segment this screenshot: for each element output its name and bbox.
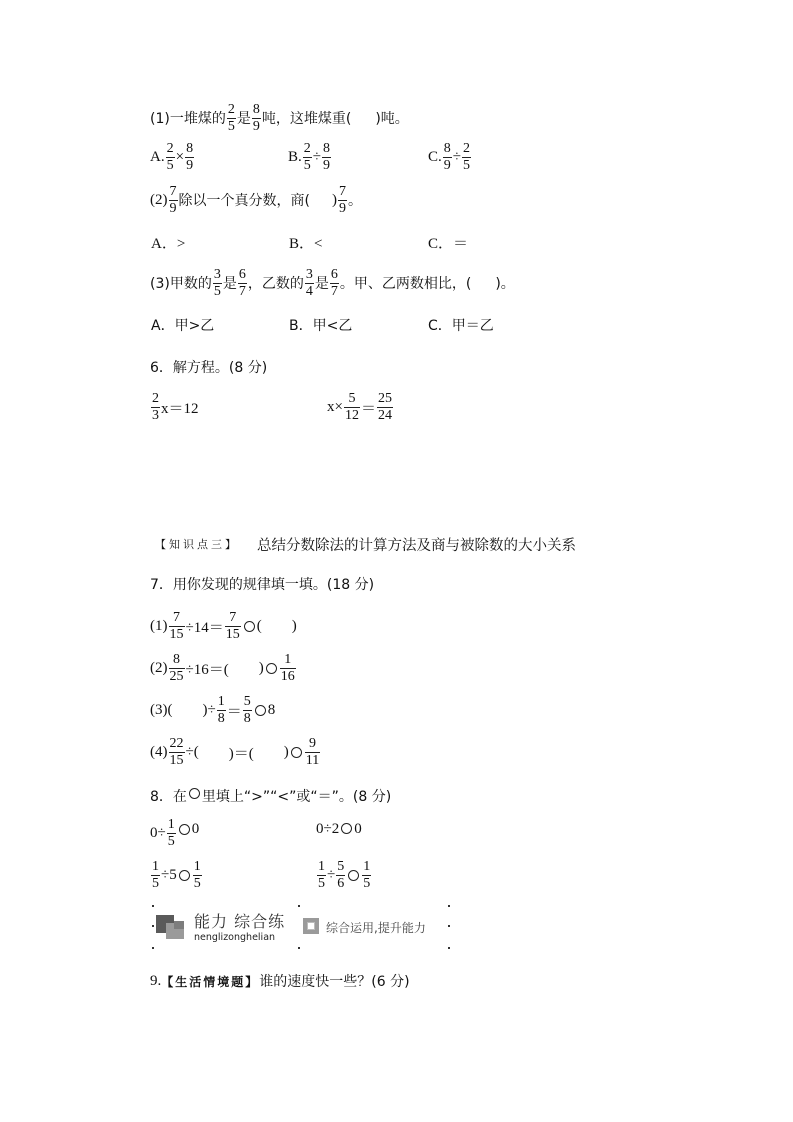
numerator: 8 (173, 651, 180, 667)
fraction (305, 737, 320, 768)
question-title: 7．用你发现的规律填一填。(18 分) (150, 577, 375, 593)
question-tag: 【生活情境题】 (161, 974, 260, 989)
numerator: 8 (186, 140, 194, 156)
q5-part3-option-b[interactable] (289, 310, 352, 340)
denominator: 16 (280, 668, 295, 684)
stem-text: )。 (495, 276, 515, 292)
answer-circle[interactable] (341, 823, 352, 834)
expression-text: 8 (267, 701, 276, 718)
stem-text: 。甲、乙两数相比，( (339, 276, 472, 292)
numerator: 3 (305, 266, 313, 282)
numerator: 8 (252, 101, 260, 117)
denominator: 4 (305, 283, 313, 299)
fraction (303, 142, 312, 173)
expression-text: ÷ (327, 866, 336, 883)
numerator: 2 (303, 140, 311, 156)
knowledge-point-tag: 【知识点三】 (155, 538, 239, 551)
q5-part1-option-a[interactable] (150, 142, 195, 172)
fraction (227, 103, 236, 134)
answer-circle[interactable] (179, 824, 190, 835)
fraction (344, 392, 360, 423)
expression-text: ÷( (185, 743, 199, 760)
answer-circle[interactable] (291, 747, 302, 758)
q8-item-2 (316, 818, 362, 848)
denominator: 9 (186, 157, 194, 173)
denominator: 7 (330, 283, 338, 299)
option-label: C. (428, 148, 442, 165)
denominator: 9 (169, 200, 177, 216)
denominator: 5 (227, 118, 235, 134)
stem-text: 。 (347, 193, 362, 209)
numerator: 7 (173, 609, 180, 625)
option-label: B．甲<乙 (289, 318, 353, 334)
denominator: 3 (152, 407, 159, 423)
option-label: C．＝ (428, 235, 469, 252)
fraction (193, 860, 202, 891)
fraction (377, 392, 393, 423)
q7-item-1 (150, 611, 297, 641)
denominator: 5 (363, 875, 371, 891)
denominator: 9 (443, 157, 451, 173)
numerator: 5 (348, 390, 356, 406)
denominator: 5 (213, 283, 221, 299)
fraction (338, 185, 347, 216)
stem-text: 是 (236, 111, 251, 127)
numerator: 8 (323, 140, 330, 156)
item-number: (2) (150, 659, 168, 676)
denominator: 9 (252, 118, 260, 134)
fraction (336, 860, 345, 891)
denominator: 8 (217, 710, 225, 726)
fraction (362, 860, 371, 891)
denominator: 5 (152, 875, 159, 891)
q5-part3-option-c[interactable] (428, 310, 494, 340)
option-label: B. (288, 148, 302, 165)
fraction (169, 611, 185, 642)
denominator: 8 (243, 710, 251, 726)
knowledge-point-heading (155, 529, 576, 559)
q8-title (150, 781, 391, 811)
stem-text: 除以一个真分数，商( (178, 193, 310, 209)
fraction (217, 695, 226, 726)
item-number: (3)( (150, 701, 173, 718)
numerator: 25 (377, 390, 392, 406)
q8-item-3 (150, 860, 203, 890)
fraction (213, 268, 222, 299)
q7-item-4 (150, 737, 321, 767)
denominator: 5 (166, 157, 174, 173)
numerator: 22 (169, 735, 184, 751)
denominator: 25 (169, 668, 184, 684)
expression-text: ( (256, 617, 262, 634)
fraction (185, 142, 194, 173)
fraction (169, 185, 178, 216)
option-label: A. (150, 148, 165, 165)
expression-text: 0 (191, 820, 200, 837)
option-label: B．< (289, 235, 323, 252)
fraction (151, 860, 160, 891)
expression-text: )÷ (202, 701, 216, 718)
question-title: 谁的速度快一些？(6 分) (259, 974, 410, 990)
section-banner (150, 903, 452, 951)
fraction (305, 268, 314, 299)
operator: × (175, 148, 185, 165)
numerator: 1 (193, 858, 201, 874)
item-number: (1) (150, 617, 168, 634)
numerator: 3 (213, 266, 221, 282)
denominator: 5 (463, 157, 470, 173)
denominator: 15 (169, 752, 184, 768)
stem-text: ，乙数的 (247, 276, 304, 292)
answer-circle[interactable] (348, 870, 359, 881)
denominator: 12 (344, 407, 359, 423)
answer-circle[interactable] (266, 663, 277, 674)
expression-text: ＝ (226, 703, 242, 720)
q5-part3-option-a[interactable] (151, 310, 214, 340)
stem-text: ) (331, 191, 337, 208)
option-label: A．甲>乙 (151, 318, 215, 334)
denominator: 9 (323, 157, 330, 173)
fraction (169, 653, 185, 684)
stem-text: )吨。 (375, 111, 409, 127)
question-title: 8．在 (150, 789, 187, 805)
denominator: 5 (193, 875, 201, 891)
option-label: C．甲＝乙 (428, 318, 494, 334)
numerator: 5 (337, 858, 345, 874)
equation-text: ＝ (360, 400, 376, 417)
numerator: 2 (152, 390, 159, 406)
expression-text: 0 (354, 820, 362, 837)
stem-text: 是 (222, 276, 237, 292)
denominator: 6 (337, 875, 345, 891)
fraction (151, 392, 160, 423)
q5-part1-option-c[interactable] (428, 142, 472, 172)
fraction (252, 103, 261, 134)
denominator: 15 (169, 626, 184, 642)
equation-text: x× (327, 398, 343, 415)
expression-text: ) (283, 743, 289, 760)
q8-item-1 (150, 818, 199, 848)
stem-text: (3)甲数的 (150, 276, 212, 292)
fraction (280, 653, 296, 684)
q6-title (150, 352, 267, 382)
denominator: 5 (318, 875, 325, 891)
expression-text: ÷5 (161, 866, 177, 883)
operator: ÷ (312, 148, 321, 165)
answer-circle[interactable] (255, 705, 266, 716)
option-label: A．> (151, 235, 186, 252)
q5-part2-option-c[interactable] (428, 227, 468, 257)
answer-circle[interactable] (179, 870, 190, 881)
numerator: 6 (238, 266, 246, 282)
expression-text: 0÷ (150, 824, 166, 841)
numerator: 5 (243, 693, 251, 709)
q5-part2-stem (150, 185, 362, 215)
expression-text: ÷14＝ (185, 619, 224, 636)
denominator: 24 (377, 407, 392, 423)
expression-text: 0÷2 (316, 820, 340, 837)
expression-text: ÷16＝( (185, 661, 229, 678)
banner-title: 能力 综合练 (194, 912, 286, 931)
q7-item-3 (150, 695, 275, 725)
q6-equation-1 (150, 392, 199, 422)
banner-pinyin: nenglizonghelian (194, 932, 276, 943)
banner-square-icon (303, 918, 319, 934)
q7-item-2 (150, 653, 297, 683)
q5-part1-stem (150, 103, 409, 133)
q8-item-4 (316, 860, 372, 890)
numerator: 2 (463, 140, 470, 156)
fraction (317, 860, 326, 891)
q9-title (150, 966, 410, 996)
expression-text: ) (258, 659, 264, 676)
expression-text: ) (291, 617, 297, 634)
denominator: 5 (303, 157, 311, 173)
stem-text: (2) (150, 191, 168, 208)
equation-text: x＝12 (161, 400, 199, 417)
fraction (167, 818, 176, 849)
question-number: 9. (150, 972, 162, 989)
numerator: 1 (363, 858, 371, 874)
fraction (225, 611, 241, 642)
numerator: 7 (229, 609, 237, 625)
expression-text: )＝( (228, 745, 254, 762)
numerator: 6 (330, 266, 338, 282)
numerator: 1 (284, 651, 292, 667)
fraction (462, 142, 471, 173)
numerator: 1 (217, 693, 225, 709)
denominator: 7 (238, 283, 246, 299)
question-title: 里填上“>”“<”或“＝”。(8 分) (201, 789, 392, 805)
numerator: 1 (318, 858, 325, 874)
numerator: 1 (167, 816, 175, 832)
numerator: 2 (227, 101, 235, 117)
q6-equation-2 (327, 392, 394, 422)
fraction (443, 142, 452, 173)
stem-text: (1)一堆煤的 (150, 111, 226, 127)
numerator: 7 (338, 183, 346, 199)
knowledge-point-text: 总结分数除法的计算方法及商与被除数的大小关系 (257, 537, 576, 554)
fraction (243, 695, 252, 726)
denominator: 15 (225, 626, 240, 642)
fraction (322, 142, 331, 173)
numerator: 1 (152, 858, 159, 874)
denominator: 9 (338, 200, 346, 216)
question-title: 6．解方程。(8 分) (150, 360, 268, 376)
numerator: 7 (169, 183, 177, 199)
numerator: 9 (308, 735, 316, 751)
item-number: (4) (150, 743, 168, 760)
q5-part2-option-b[interactable] (289, 227, 322, 257)
denominator: 11 (305, 752, 320, 768)
operator: ÷ (452, 148, 461, 165)
fraction (238, 268, 247, 299)
numerator: 2 (166, 140, 174, 156)
fraction (169, 737, 185, 768)
fraction (166, 142, 175, 173)
stem-text: 是 (314, 276, 329, 292)
answer-circle[interactable] (244, 621, 255, 632)
q7-title (150, 569, 374, 599)
fraction (330, 268, 339, 299)
circle-icon (189, 788, 200, 799)
stem-text: 吨，这堆煤重( (261, 111, 352, 127)
banner-subtitle: 综合运用,提升能力 (326, 921, 426, 935)
q5-part2-option-a[interactable] (151, 227, 185, 257)
q5-part1-option-b[interactable] (288, 142, 332, 172)
denominator: 5 (167, 833, 175, 849)
q5-part3-stem (150, 268, 515, 298)
numerator: 8 (443, 140, 451, 156)
